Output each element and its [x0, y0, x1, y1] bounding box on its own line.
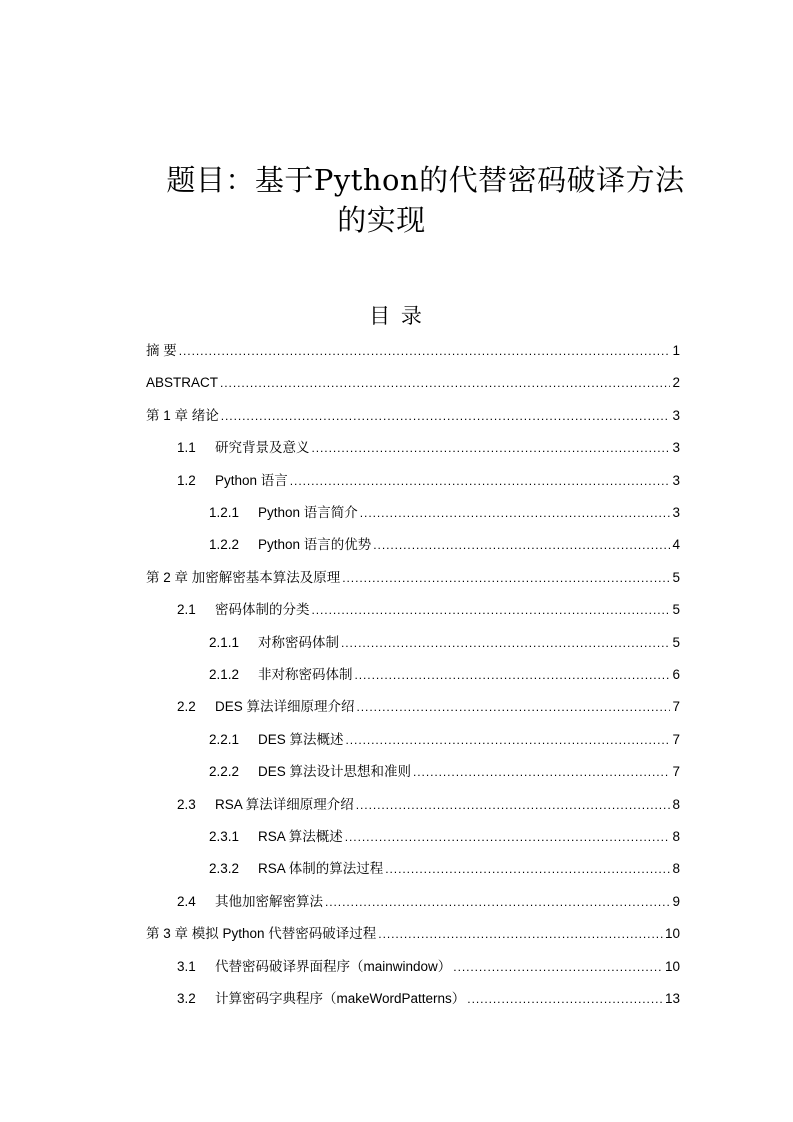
toc-dot-leader	[346, 729, 671, 751]
toc-entry[interactable]	[177, 599, 680, 621]
toc-dot-leader	[373, 534, 670, 556]
toc-heading: 目 录	[369, 304, 424, 328]
toc-dot-leader	[341, 632, 670, 654]
toc-entry[interactable]	[177, 891, 680, 913]
title-line-1: 题目：基于Python的代替密码破译方法	[166, 163, 685, 197]
toc-entry-title: 第 2 章 加密解密基本算法及原理	[146, 570, 341, 585]
toc-entry-title: RSA 体制的算法过程	[258, 861, 384, 876]
toc-entry-number: 1.2.2	[209, 537, 240, 552]
toc-entry[interactable]	[209, 761, 680, 783]
toc-entry[interactable]	[146, 923, 680, 945]
toc-entry[interactable]	[146, 567, 680, 589]
toc-dot-leader	[220, 372, 670, 394]
toc-entry-number: 2.1	[177, 602, 196, 617]
toc-dot-leader	[357, 696, 671, 718]
toc-entry-number: 2.2.1	[209, 732, 240, 747]
toc-entry-title: RSA 算法概述	[258, 829, 343, 844]
toc-entry-page: 5	[672, 602, 680, 617]
toc-entry-page: 1	[672, 343, 680, 358]
toc-entry[interactable]	[177, 956, 680, 978]
toc-dot-leader	[290, 470, 671, 492]
toc-dot-leader	[453, 956, 663, 978]
toc-entry-page: 8	[672, 797, 680, 812]
toc-entry[interactable]	[209, 632, 680, 654]
toc-dot-leader	[413, 761, 670, 783]
toc-entry-page: 2	[672, 375, 680, 390]
toc-entry[interactable]	[209, 502, 680, 524]
toc-entry-number: 1.1	[177, 440, 196, 455]
toc-entry-title: 密码体制的分类	[215, 602, 310, 617]
toc-dot-leader	[360, 502, 671, 524]
toc-dot-leader	[356, 794, 671, 816]
title-line-2: 的实现	[337, 203, 426, 237]
toc-entry-number: 3.1	[177, 959, 196, 974]
toc-entry-title: Python 语言的优势	[258, 537, 372, 552]
toc-dot-leader	[342, 567, 670, 589]
toc-dot-leader	[345, 826, 671, 848]
toc-dot-leader	[179, 340, 671, 362]
toc-dot-leader	[221, 405, 671, 427]
toc-entry-number: 2.1.1	[209, 635, 240, 650]
toc-entry[interactable]	[177, 470, 680, 492]
toc-entry-page: 3	[672, 408, 680, 423]
toc-dot-leader	[467, 988, 663, 1010]
toc-entry-page: 9	[672, 894, 680, 909]
toc-entry[interactable]	[209, 664, 680, 686]
toc-entry-page: 7	[672, 732, 680, 747]
toc-entry-title: 其他加密解密算法	[215, 894, 323, 909]
toc-entry-title: 非对称密码体制	[258, 667, 353, 682]
toc-dot-leader	[312, 599, 671, 621]
toc-dot-leader	[378, 923, 663, 945]
toc-entry-number: 1.2	[177, 473, 196, 488]
toc-entry-page: 10	[664, 959, 680, 974]
toc-dot-leader	[325, 891, 670, 913]
toc-entry-title: DES 算法概述	[258, 732, 344, 747]
toc-entry-title: 第 3 章 模拟 Python 代替密码破译过程	[146, 926, 377, 941]
toc-entry-number: 2.4	[177, 894, 196, 909]
toc-entry-page: 3	[672, 473, 680, 488]
toc-entry[interactable]	[177, 794, 680, 816]
toc-entry-title: 对称密码体制	[258, 635, 339, 650]
toc-entry-title: RSA 算法详细原理介绍	[215, 797, 354, 812]
toc-entry[interactable]	[209, 729, 680, 751]
toc-entry-page: 8	[672, 861, 680, 876]
toc-entry-page: 3	[672, 440, 680, 455]
toc-dot-leader	[385, 858, 670, 880]
toc-entry-number: 2.2.2	[209, 764, 240, 779]
toc-entry[interactable]	[177, 988, 680, 1010]
toc-entry-title: Python 语言简介	[258, 505, 358, 520]
toc-entry-page: 13	[664, 991, 680, 1006]
toc-entry-title: 计算密码字典程序（makeWordPatterns）	[215, 991, 466, 1006]
toc-entry[interactable]	[146, 405, 680, 427]
toc-entry-page: 3	[672, 505, 680, 520]
toc-entry-page: 10	[664, 926, 680, 941]
toc-entry-number: 2.3	[177, 797, 196, 812]
toc-entry-title: 研究背景及意义	[215, 440, 310, 455]
toc-entry[interactable]	[146, 340, 680, 362]
toc-entry-page: 5	[672, 635, 680, 650]
toc-entry-page: 7	[672, 699, 680, 714]
toc-entry-number: 3.2	[177, 991, 196, 1006]
toc-entry-page: 6	[672, 667, 680, 682]
toc-entry-title: Python 语言	[215, 473, 288, 488]
toc-entry-number: 2.3.1	[209, 829, 240, 844]
toc-entry[interactable]	[209, 858, 680, 880]
toc-entry-title: 摘 要	[146, 343, 177, 358]
toc-entry-title: DES 算法设计思想和准则	[258, 764, 412, 779]
toc-entry[interactable]	[177, 437, 680, 459]
toc-entry-page: 4	[672, 537, 680, 552]
toc-entry[interactable]	[146, 372, 680, 394]
toc-entry-page: 5	[672, 570, 680, 585]
toc-entry-number: 1.2.1	[209, 505, 240, 520]
toc-entry[interactable]	[209, 826, 680, 848]
toc-entry-title: ABSTRACT	[146, 375, 219, 390]
toc-entry-number: 2.2	[177, 699, 196, 714]
toc-entry-page: 8	[672, 829, 680, 844]
toc-entry-number: 2.1.2	[209, 667, 240, 682]
toc-dot-leader	[355, 664, 671, 686]
toc-entry-number: 2.3.2	[209, 861, 240, 876]
toc-entry-page: 7	[672, 764, 680, 779]
toc-entry-title: DES 算法详细原理介绍	[215, 699, 355, 714]
toc-entry-title: 代替密码破译界面程序（mainwindow）	[215, 959, 452, 974]
toc-entry[interactable]	[177, 696, 680, 718]
toc-dot-leader	[312, 437, 671, 459]
toc-entry[interactable]	[209, 534, 680, 556]
toc-entry-title: 第 1 章 绪论	[146, 408, 219, 423]
